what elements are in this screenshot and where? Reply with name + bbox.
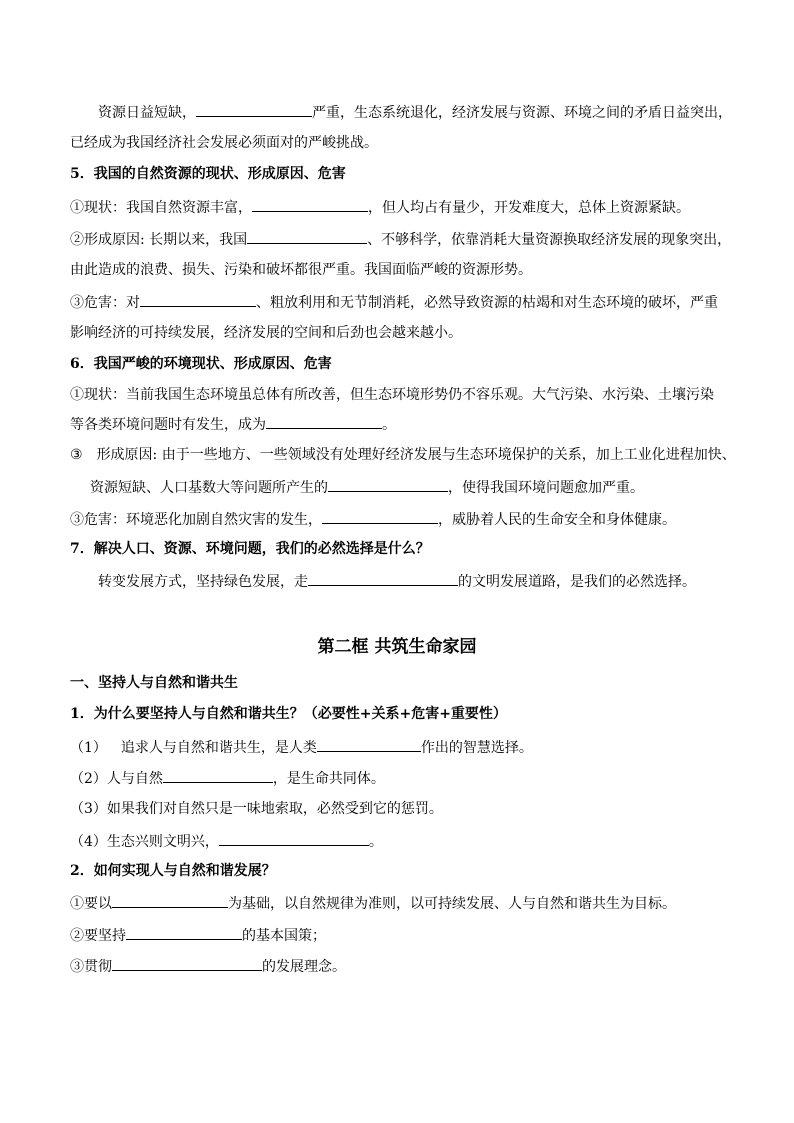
s1-item-3: （3）如果我们对自然只是一味地索取，必然受到它的惩罚。 bbox=[70, 801, 443, 817]
fill-blank[interactable] bbox=[140, 292, 256, 307]
part-one-heading: 一、坚持人与自然和谐共生 bbox=[70, 675, 238, 691]
paragraph-line: 等各类环境问题时有发生，成为 。 bbox=[70, 414, 730, 434]
fill-blank[interactable] bbox=[247, 229, 367, 244]
fill-blank[interactable] bbox=[112, 893, 228, 908]
s1-item-4: （4）生态兴则文明兴， 。 bbox=[70, 831, 730, 851]
q6-harm: ③危害：环境恶化加剧自然灾害的发生， ，威胁着人民的生命安全和身体健康。 bbox=[70, 509, 730, 529]
q5-cause: ②形成原因: 长期以来，我国 、不够科学，依靠消耗大量资源换取经济发展的现象突出， bbox=[70, 229, 730, 249]
fill-blank[interactable] bbox=[252, 197, 368, 212]
fill-blank[interactable] bbox=[163, 768, 273, 783]
fill-blank[interactable] bbox=[112, 956, 262, 971]
subquestion-1-heading: 1．为什么要坚持人与自然和谐共生？（必要性+关系+危害+重要性） bbox=[70, 706, 507, 722]
fill-blank[interactable] bbox=[219, 831, 369, 846]
paragraph-line: 资源短缺、人口基数大等问题所产生的 ，使得我国环境问题愈加严重。 bbox=[70, 477, 730, 497]
fill-blank[interactable] bbox=[126, 925, 242, 940]
q6-cause: ③ 形成原因: 由于一些地方、一些领域没有处理好经济发展与生态环境保护的关系，加上工业化进程加快、 bbox=[70, 447, 736, 463]
q5-status: ①现状：我国自然资源丰富， ，但人均占有量少，开发难度大，总体上资源紧缺。 bbox=[70, 197, 730, 217]
paragraph-resource-shortage: 资源日益短缺， 严重，生态系统退化，经济发展与资源、环境之间的矛盾日益突出， bbox=[70, 102, 730, 122]
fill-blank[interactable] bbox=[322, 509, 438, 524]
fill-blank[interactable] bbox=[196, 102, 312, 117]
fill-blank[interactable] bbox=[317, 737, 421, 752]
fill-blank[interactable] bbox=[328, 477, 448, 492]
s1-item-1: （1） 追求人与自然和谐共生，是人类 作出的智慧选择。 bbox=[70, 737, 730, 757]
paragraph-line: 影响经济的可持续发展，经济发展的空间和后劲也会越来越小。 bbox=[70, 325, 462, 341]
s1-item-2: （2）人与自然 ，是生命共同体。 bbox=[70, 768, 730, 788]
question-6-heading: 6．我国严峻的环境现状、形成原因、危害 bbox=[70, 356, 332, 372]
s2-item-b: ②要坚持 的基本国策； bbox=[70, 925, 730, 945]
q5-harm: ③危害：对 、粗放利用和无节制消耗，必然导致资源的枯竭和对生态环境的破坏，严重 bbox=[70, 292, 730, 312]
question-7-heading: 7．解决人口、资源、环境问题，我们的必然选择是什么？ bbox=[70, 541, 430, 557]
section-title: 第二框 共筑生命家园 bbox=[317, 637, 477, 657]
q6-status: ①现状：当前我国生态环境虽总体有所改善，但生态环境形势仍不容乐观。大气污染、水污染、土壤污染 bbox=[70, 387, 714, 403]
s2-item-c: ③贯彻 的发展理念。 bbox=[70, 956, 730, 976]
s2-item-a: ①要以 为基础，以自然规律为准则，以可持续发展、人与自然和谐共生为目标。 bbox=[70, 893, 730, 913]
q7-answer: 转变发展方式，坚持绿色发展，走 的文明发展道路，是我们的必然选择。 bbox=[70, 571, 730, 591]
paragraph-line: 由此造成的浪费、损失、污染和破坏都很严重。我国面临严峻的资源形势。 bbox=[70, 262, 532, 278]
paragraph-line: 已经成为我国经济社会发展必须面对的严峻挑战。 bbox=[70, 135, 378, 151]
question-5-heading: 5．我国的自然资源的现状、形成原因、危害 bbox=[70, 166, 346, 182]
fill-blank[interactable] bbox=[266, 414, 382, 429]
subquestion-2-heading: 2．如何实现人与自然和谐发展？ bbox=[70, 863, 276, 879]
fill-blank[interactable] bbox=[308, 571, 458, 586]
